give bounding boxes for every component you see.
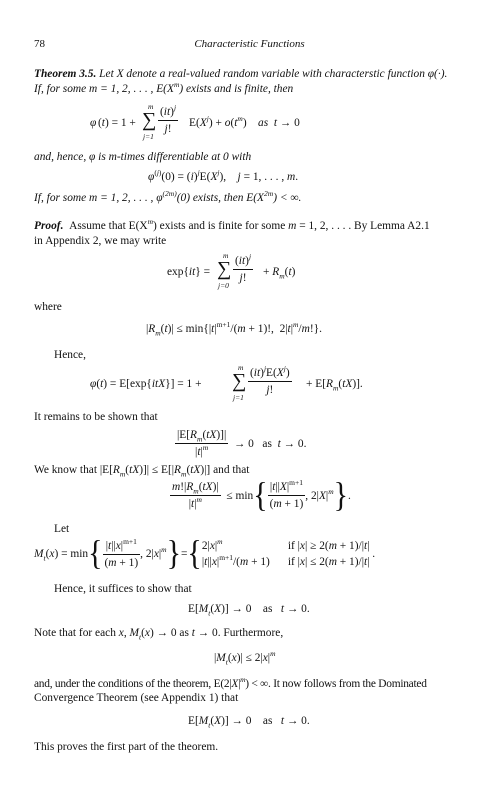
- eq-EM-2: $E[M_t(X)] \to 0$ as t → 0.: [188, 715, 310, 730]
- proof-remains: It remains to be shown that: [34, 411, 158, 423]
- eq-limit: $\frac{|E[R_m(tX)]|}{|t|^m}$ → 0 as t → 0.: [177, 429, 307, 458]
- proof-final: This proves the first part of the theorem.: [34, 741, 219, 753]
- proof-and-1: and, under the conditions of the theorem, $E(2|X|^m)$ < ∞. It now follows from the Dominated: [34, 675, 427, 690]
- proof-line-1: Proof. Assume that $E(X^m)$ exists and is finite for some m = 1, 2, . . . . By Lemma A2.1: [34, 217, 430, 232]
- eq-EM: $E[M_t(X)] \to 0$ as t → 0.: [188, 603, 310, 618]
- eq-bound: $\frac{m!|R_m(tX)|}{|t|^m}$ ≤ min{ $\frac{|t||X|^{m+1}}{(m + 1)}$ , $2|X|^m$}.: [172, 475, 351, 514]
- proof-let: Let: [54, 523, 70, 535]
- proof-suffices: Hence, it suffices to show that: [54, 583, 192, 595]
- proof-note: Note that for each x, $M_t(x) \to 0$ as t → 0. Furthermore,: [34, 627, 284, 642]
- proof-weknow: We know that $|E[R_m(tX)]| \le E[|R_m(tX)|]$ and that: [34, 464, 250, 479]
- page: 78 Characteristic Functions Theorem 3.5. Let X denote a real-valued random variable with characterstic function φ(·). If, for some m = 1, 2, . . . , $E(X^m)$ exists and is finite, then φ (t) = 1 + m ∑ j=1 $\frac{(it)^j}{j!}$ $E(X^j) + o(t^m)$ as t → 0 and, hence, φ is m-times differentiable at 0 with $\varphi^{(j)}(0) = (i)^jE(X^j)$, j = 1, . . . , m. If, for some m = 1, 2, . . . , $\varphi^{(2m)}(0)$ exists, then $E(X^{2m})$ < ∞. Proof. Assume that $E(X^m)$ exists and is finite for some m = 1, 2, . . . . By Lemma A2.1 in Appendix 2, we may write exp{it} = m ∑ j=0 $\frac{(it)^j}{j!}$ + $R_m(t)$ where $|R_m(t)| \le \min\{|t|^{m+1}/(m + 1)$!, $2|t|^m/m$!}. Hence, φ(t) = E[exp{itX}] = 1 + m ∑ j=1 $\frac{(it)^jE(X^j)}{j!}$ + $E[R_m(tX)]$. It remains to be shown that $\frac{|E[R_m(tX)]|}{|t|^m}$ → 0 as t → 0. We know that $|E[R_m(tX)]| \le E[|R_m(tX)|]$ and that $\frac{m!|R_m(tX)|}{|t|^m}$ ≤ min{ $\frac{|t||X|^{m+1}}{(m + 1)}$ , $2|X|^m$}. Let $M_t(x) = \min${ $\frac{|t||x|^{m+1}}{(m + 1)}$ , $2|x|^m\}=${ $2|x|^m$ $|t||x|^{m+1}/(m + 1)$ if |x| ≥ 2(m + 1)/|t| if |x| ≤ 2(m + 1)/|t| . Hence, it suffices to show that $E[M_t(X)] \to 0$ as t → 0. Note that for each x, $M_t(x) \to 0$ as t → 0. Furthermore, $|M_t(x)| \le 2|x|^m$ and, under the conditions of the theorem, $E(2|X|^m)$ < ∞. It now follows from the Dominated Convergence Theorem (see Appendix 1) that $E[M_t(X)] \to 0$ as t → 0. This proves the first part of the theorem.: [0, 0, 499, 800]
- eq-remainder: $|R_m(t)| \le \min\{|t|^{m+1}/(m + 1)$!, $2|t|^m/m$!}.: [146, 320, 322, 338]
- theorem-line-1: Theorem 3.5. Let X denote a real-valued random variable with characterstic function φ(·).: [34, 68, 448, 80]
- proof-where: where: [34, 301, 62, 313]
- proof-label: Proof.: [34, 220, 64, 232]
- running-head: Characteristic Functions: [194, 38, 305, 50]
- theorem-line-3: and, hence, φ is m-times differentiable at 0 with: [34, 151, 252, 163]
- page-header: [34, 38, 465, 52]
- theorem-label: Theorem 3.5.: [34, 68, 97, 80]
- proof-line-2: in Appendix 2, we may write: [34, 235, 167, 247]
- theorem-line-2: If, for some m = 1, 2, . . . , $E(X^m)$ exists and is finite, then: [34, 80, 294, 95]
- page-number: 78: [34, 38, 45, 50]
- eq-Mt-bound: $|M_t(x)| \le 2|x|^m$: [214, 649, 276, 667]
- proof-hence: Hence,: [54, 349, 86, 361]
- proof-and-2: Convergence Theorem (see Appendix 1) that: [34, 692, 239, 704]
- eq-derivative: $\varphi^{(j)}(0) = (i)^jE(X^j)$, j = 1, . . . , m.: [148, 168, 299, 183]
- eq-Mt-def: $M_t(x) = \min${ $\frac{|t||x|^{m+1}}{(m + 1)}$ , $2|x|^m\}=${ $2|x|^m$ $|t||x|^{m+1}/(m + 1)$ if |x| ≥ 2(m + 1)/|t| if |x| ≤ 2(m + 1)/|t| .: [34, 534, 376, 573]
- theorem-line-4: If, for some m = 1, 2, . . . , $\varphi^{(2m)}(0)$ exists, then $E(X^{2m})$ < ∞.: [34, 189, 302, 204]
